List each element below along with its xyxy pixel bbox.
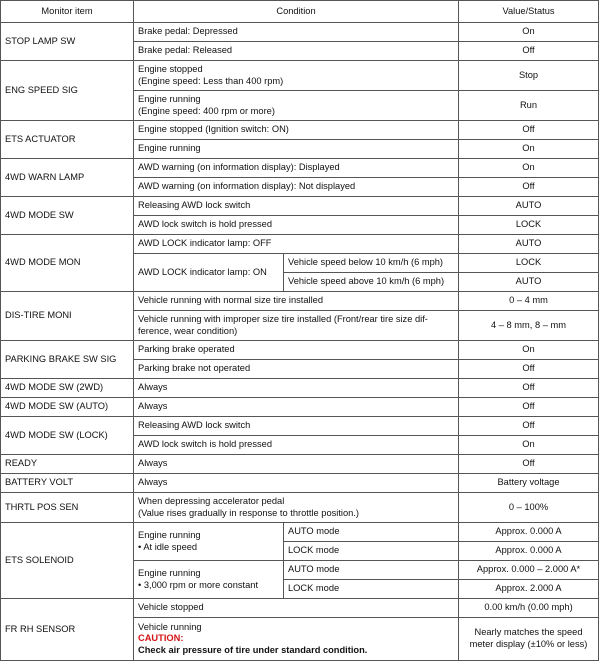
value: LOCK: [459, 254, 599, 273]
value: 0 – 100%: [459, 493, 599, 523]
value: Stop: [459, 61, 599, 91]
value-line: meter display (±10% or less): [469, 639, 588, 649]
value: Off: [459, 178, 599, 197]
table-row: [1, 159, 599, 178]
condition-line: Engine running: [138, 529, 201, 540]
header-monitor-item: Monitor item: [1, 1, 134, 23]
sub-condition: AUTO mode: [284, 561, 459, 580]
value: Run: [459, 91, 599, 121]
condition: [134, 523, 284, 561]
condition: Brake pedal: Depressed: [134, 23, 459, 42]
condition: AWD lock switch is hold pressed: [134, 216, 459, 235]
monitor-item: 4WD MODE SW (2WD): [1, 379, 134, 398]
condition-line: Engine running: [138, 567, 201, 578]
condition: [134, 618, 459, 661]
table-row: [1, 197, 599, 216]
condition: Always: [134, 455, 459, 474]
table-row: [1, 121, 599, 140]
condition: Engine running: [134, 140, 459, 159]
value: AUTO: [459, 235, 599, 254]
table-row: [1, 23, 599, 42]
condition: Parking brake not operated: [134, 360, 459, 379]
sub-condition: LOCK mode: [284, 580, 459, 599]
table-row: [1, 61, 599, 91]
table-row: [1, 523, 599, 542]
monitor-item: BATTERY VOLT: [1, 474, 134, 493]
value: LOCK: [459, 216, 599, 235]
value: Off: [459, 121, 599, 140]
value: Approx. 2.000 A: [459, 580, 599, 599]
caution-text: Check air pressure of tire under standard condition.: [138, 644, 368, 655]
value: Off: [459, 417, 599, 436]
condition: [134, 91, 459, 121]
condition: Always: [134, 474, 459, 493]
condition: Always: [134, 398, 459, 417]
table-row: [1, 455, 599, 474]
monitor-item: DIS-TIRE MONI: [1, 292, 134, 341]
condition-line: • At idle speed: [138, 541, 198, 552]
condition-line: • 3,000 rpm or more constant: [138, 579, 259, 590]
condition-line: Engine stopped: [138, 63, 203, 74]
table-row: [1, 599, 599, 618]
monitor-item: PARKING BRAKE SW SIG: [1, 341, 134, 379]
condition-line: (Engine speed: Less than 400 rpm): [138, 75, 284, 86]
condition: AWD warning (on information display): Not displayed: [134, 178, 459, 197]
header-row: [1, 1, 599, 23]
caution-label: CAUTION:: [138, 633, 184, 644]
condition: Parking brake operated: [134, 341, 459, 360]
value: Approx. 0.000 A: [459, 542, 599, 561]
value: Off: [459, 455, 599, 474]
condition: Engine stopped (Ignition switch: ON): [134, 121, 459, 140]
value: Approx. 0.000 – 2.000 A*: [459, 561, 599, 580]
condition-line: (Engine speed: 400 rpm or more): [138, 105, 275, 116]
condition: Vehicle stopped: [134, 599, 459, 618]
value: Off: [459, 379, 599, 398]
monitor-item: 4WD MODE SW: [1, 197, 134, 235]
monitor-item: THRTL POS SEN: [1, 493, 134, 523]
value-line: Nearly matches the speed: [474, 627, 583, 638]
monitor-item: FR RH SENSOR: [1, 599, 134, 661]
sub-condition: LOCK mode: [284, 542, 459, 561]
table-row: [1, 235, 599, 254]
sub-condition: AUTO mode: [284, 523, 459, 542]
condition: [134, 561, 284, 599]
table-row: [1, 417, 599, 436]
value: Battery voltage: [459, 474, 599, 493]
value: Off: [459, 42, 599, 61]
value: On: [459, 23, 599, 42]
value: 4 – 8 mm, 8 – mm: [459, 311, 599, 341]
table-row: [1, 379, 599, 398]
value: 0.00 km/h (0.00 mph): [459, 599, 599, 618]
condition: Releasing AWD lock switch: [134, 417, 459, 436]
value: Off: [459, 398, 599, 417]
monitor-item: 4WD MODE SW (LOCK): [1, 417, 134, 455]
condition: Vehicle running with normal size tire installed: [134, 292, 459, 311]
condition-line: (Value rises gradually in response to throttle position.): [138, 507, 360, 518]
condition: Always: [134, 379, 459, 398]
condition: Brake pedal: Released: [134, 42, 459, 61]
value: On: [459, 159, 599, 178]
value: [459, 618, 599, 661]
table-row: [1, 292, 599, 311]
sub-condition: Vehicle speed above 10 km/h (6 mph): [284, 273, 459, 292]
table-row: [1, 493, 599, 523]
value: AUTO: [459, 197, 599, 216]
monitor-item: 4WD MODE MON: [1, 235, 134, 292]
value: On: [459, 140, 599, 159]
sub-condition: Vehicle speed below 10 km/h (6 mph): [284, 254, 459, 273]
table-row: [1, 398, 599, 417]
value: On: [459, 341, 599, 360]
monitor-item: ETS ACTUATOR: [1, 121, 134, 159]
condition: Releasing AWD lock switch: [134, 197, 459, 216]
monitor-item: ETS SOLENOID: [1, 523, 134, 599]
value: Off: [459, 360, 599, 379]
condition-line: Engine running: [138, 93, 201, 104]
condition: AWD lock switch is hold pressed: [134, 436, 459, 455]
condition-line: Vehicle running with improper size tire installed (Front/rear tire size dif-: [138, 313, 428, 324]
value: AUTO: [459, 273, 599, 292]
condition: [134, 61, 459, 91]
header-value-status: Value/Status: [459, 1, 599, 23]
condition-line: ference, wear condition): [138, 325, 238, 336]
condition: AWD LOCK indicator lamp: ON: [134, 254, 284, 292]
condition: [134, 493, 459, 523]
monitor-item: READY: [1, 455, 134, 474]
condition: [134, 311, 459, 341]
monitor-item: STOP LAMP SW: [1, 23, 134, 61]
value: 0 – 4 mm: [459, 292, 599, 311]
condition-line: When depressing accelerator pedal: [138, 495, 285, 506]
value: Approx. 0.000 A: [459, 523, 599, 542]
value: On: [459, 436, 599, 455]
monitor-item: ENG SPEED SIG: [1, 61, 134, 121]
monitor-item: 4WD WARN LAMP: [1, 159, 134, 197]
table-row: [1, 341, 599, 360]
condition-line: Vehicle running: [138, 621, 202, 632]
table-row: [1, 474, 599, 493]
condition: AWD warning (on information display): Displayed: [134, 159, 459, 178]
header-condition: Condition: [134, 1, 459, 23]
condition: AWD LOCK indicator lamp: OFF: [134, 235, 459, 254]
monitor-item: 4WD MODE SW (AUTO): [1, 398, 134, 417]
